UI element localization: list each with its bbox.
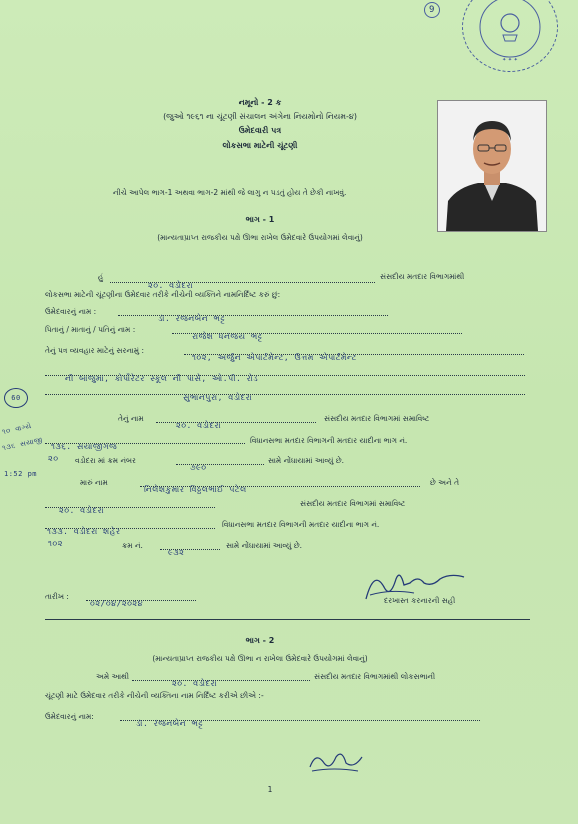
rule-reference: (જુઓ ૧૯૬૧ ના ચૂંટણી સંચાલન અંગેના નિયમોનો નિયમ-૪)	[163, 112, 357, 121]
margin-circled-note: 60	[4, 388, 28, 408]
signature-label: દરખાસ્ત કરનારની સહી	[384, 596, 456, 605]
proposer-serial-value: ૯૩૨	[168, 548, 185, 557]
assembly-field	[45, 434, 245, 451]
margin-note-line1: ૧૦ વાગ્યે	[1, 421, 33, 437]
part2-line1-suffix: સંસદીય મતદાર વિભાગમાંથી લોકસભાની	[314, 672, 436, 681]
serial-suffix: સામે નોંધાયામાં આવ્યું છે.	[268, 456, 345, 465]
proposer-serial-suffix: સામે નોંધાયામાં આવ્યું છે.	[226, 541, 303, 550]
proposer-const-field	[45, 498, 215, 515]
part2-candidate-label: ઉમેદવારનું નામ:	[45, 712, 94, 721]
part1-constituency-value: ૨૦. વડોદરા	[148, 281, 194, 290]
name-field	[156, 413, 316, 430]
instruction-text: નીચે આપેલ ભાગ-1 અથવા ભાગ-2 માંથી જે લાગુ ન પડતું હોય તે છેકી નાખવું.	[113, 188, 347, 197]
date-field	[86, 591, 196, 608]
form-title: ઉમેદવારી પત્ર	[238, 126, 282, 135]
candidate-photo	[437, 100, 547, 232]
father-name-value: રાજેશ ધનંજય ભટ્ટ	[192, 332, 263, 341]
part-number-value: ૨૦	[48, 454, 59, 463]
address-line-2	[45, 366, 525, 383]
father-name-field	[172, 324, 462, 341]
proposer-serial-label: ક્રમ નં.	[122, 541, 143, 550]
part2-title: ભાગ - 2	[245, 636, 275, 645]
page-number: 1	[267, 785, 273, 794]
assembly-suffix: વિધાનસભા મતદાર વિભાગની મતદાર યાદીના ભાગ નં.	[250, 436, 408, 445]
part2-line1-prefix: અમે આથી	[96, 672, 130, 681]
proposer-field	[140, 477, 420, 494]
candidate-name-label: ઉમેદવારનું નામ :	[45, 307, 97, 316]
margin-note-line2: ૧૩૬ સયાજી	[1, 435, 44, 453]
proposer-const-suffix: સંસદીય મતદાર વિભાગમાં સમાવિષ્ટ	[300, 499, 406, 508]
proposer-label: મારું નામ	[80, 478, 108, 487]
part2-candidate-value: ડૉ. રંજનબેન ભટ્ટ	[136, 719, 204, 728]
proposer-assembly-suffix: વિધાનસભા મતદાર વિભાગની મતદાર યાદીના ભાગ નં.	[222, 520, 380, 529]
proposer-assembly-value: ૧૩૩. વડોદરા શહેર	[47, 527, 121, 536]
proposer-mid: છે અને તે	[430, 478, 460, 487]
margin-note-time: 1:52 pm	[4, 470, 38, 478]
assembly-value: ૧૩૬. સયાજીગંજ	[51, 442, 118, 451]
address-label: તેનું પત્ર વ્યવહાર માટેનું સરનામું :	[45, 346, 144, 355]
serial-field	[176, 455, 264, 472]
proposer-const-value: ૨૦. વડોદરા	[59, 506, 105, 515]
emblem-icon	[463, 0, 557, 71]
candidate-portrait-icon	[438, 101, 546, 231]
part1-line1-prefix: હું	[98, 272, 104, 281]
official-seal-stamp	[462, 0, 558, 72]
part1-line2: લોકસભા માટેની ચૂંટણીના ઉમેદવાર તરીકે નીચેની વ્યક્તિને નામનિર્દિષ્ટ કરું છું:	[45, 290, 281, 299]
proposer-serial-field	[160, 540, 220, 557]
part2-signature	[306, 745, 366, 775]
signature-scribble-icon	[306, 745, 366, 775]
name-suffix: સંસદીય મતદાર વિભાગમાં સમાવિષ્ટ	[324, 414, 430, 423]
address-line-3	[45, 385, 525, 402]
date-value: ૦૨/૦૪/૨૦૨૪	[90, 599, 144, 608]
name-label: તેનું નામ	[118, 414, 144, 423]
serial-label: વડોદરા માં ક્રમ નંબર	[75, 456, 136, 465]
candidate-name-field	[118, 306, 388, 323]
proposer-part-value: ૧૦૨	[48, 539, 63, 548]
form-subtitle: લોકસભા માટેની ચૂંટણી	[222, 141, 298, 150]
father-name-label: પિતાનું / માતાનું / પતિનું નામ :	[45, 325, 136, 334]
part2-line2: ચૂંટણી માટે ઉમેદવાર તરીકે નીચેની વ્યક્તિના નામ નિર્દિષ્ટ કરીએ છીએ :-	[45, 691, 264, 700]
form-number: નમૂનો - 2 ક	[238, 98, 282, 107]
address-value-1: ૧૦૨, અર્જુન એપાર્ટમેન્ટ, ઉત્તમ એપાર્ટમેન્ટ	[192, 353, 357, 362]
part2-line1-field	[132, 671, 310, 688]
candidate-name-value: ડૉ. રંજનબેન ભટ્ટ	[158, 314, 226, 323]
part2-constituency-value: ૨૦. વડોદરા	[172, 679, 218, 688]
margin-page-mark: 9	[424, 2, 440, 18]
svg-text:✦ ✦ ✦: ✦ ✦ ✦	[502, 57, 518, 63]
proposer-value: નિલેશકુમાર વિઠ્ઠલભાઈ પટેલ	[144, 485, 247, 494]
part1-line1-suffix: સંસદીય મતદાર વિભાગમાંથી	[380, 272, 465, 281]
address-line-1	[184, 345, 524, 362]
part2-candidate-field	[120, 711, 480, 728]
part1-subtitle: (માન્યતાપ્રાપ્ત રાજકીય પક્ષે ઊભા રાખેલ ઉમેદવારે ઉપયોગમાં લેવાનું)	[157, 233, 363, 242]
section-divider	[45, 619, 530, 620]
name-value: ૨૦. વડોદરા	[176, 421, 222, 430]
part1-title: ભાગ - 1	[245, 215, 275, 224]
serial-value: ૭૯૦	[190, 463, 207, 472]
part1-line1-field	[110, 273, 375, 290]
part2-subtitle: (માન્યતાપ્રાપ્ત રાજકીય પક્ષે ઊભા ન રાખેલા ઉમેદવારે ઉપયોગમાં લેવાનું)	[152, 654, 368, 663]
address-value-2: ની બાજુમાં, કોર્પોરેટર સ્કૂલ ની પાસે, ઓ.પી. રોડ	[65, 374, 259, 383]
date-label: તારીખ :	[45, 592, 69, 601]
address-value-3: સુભાનપુરા, વડોદરા	[183, 393, 253, 402]
proposer-assembly-field	[45, 519, 215, 536]
